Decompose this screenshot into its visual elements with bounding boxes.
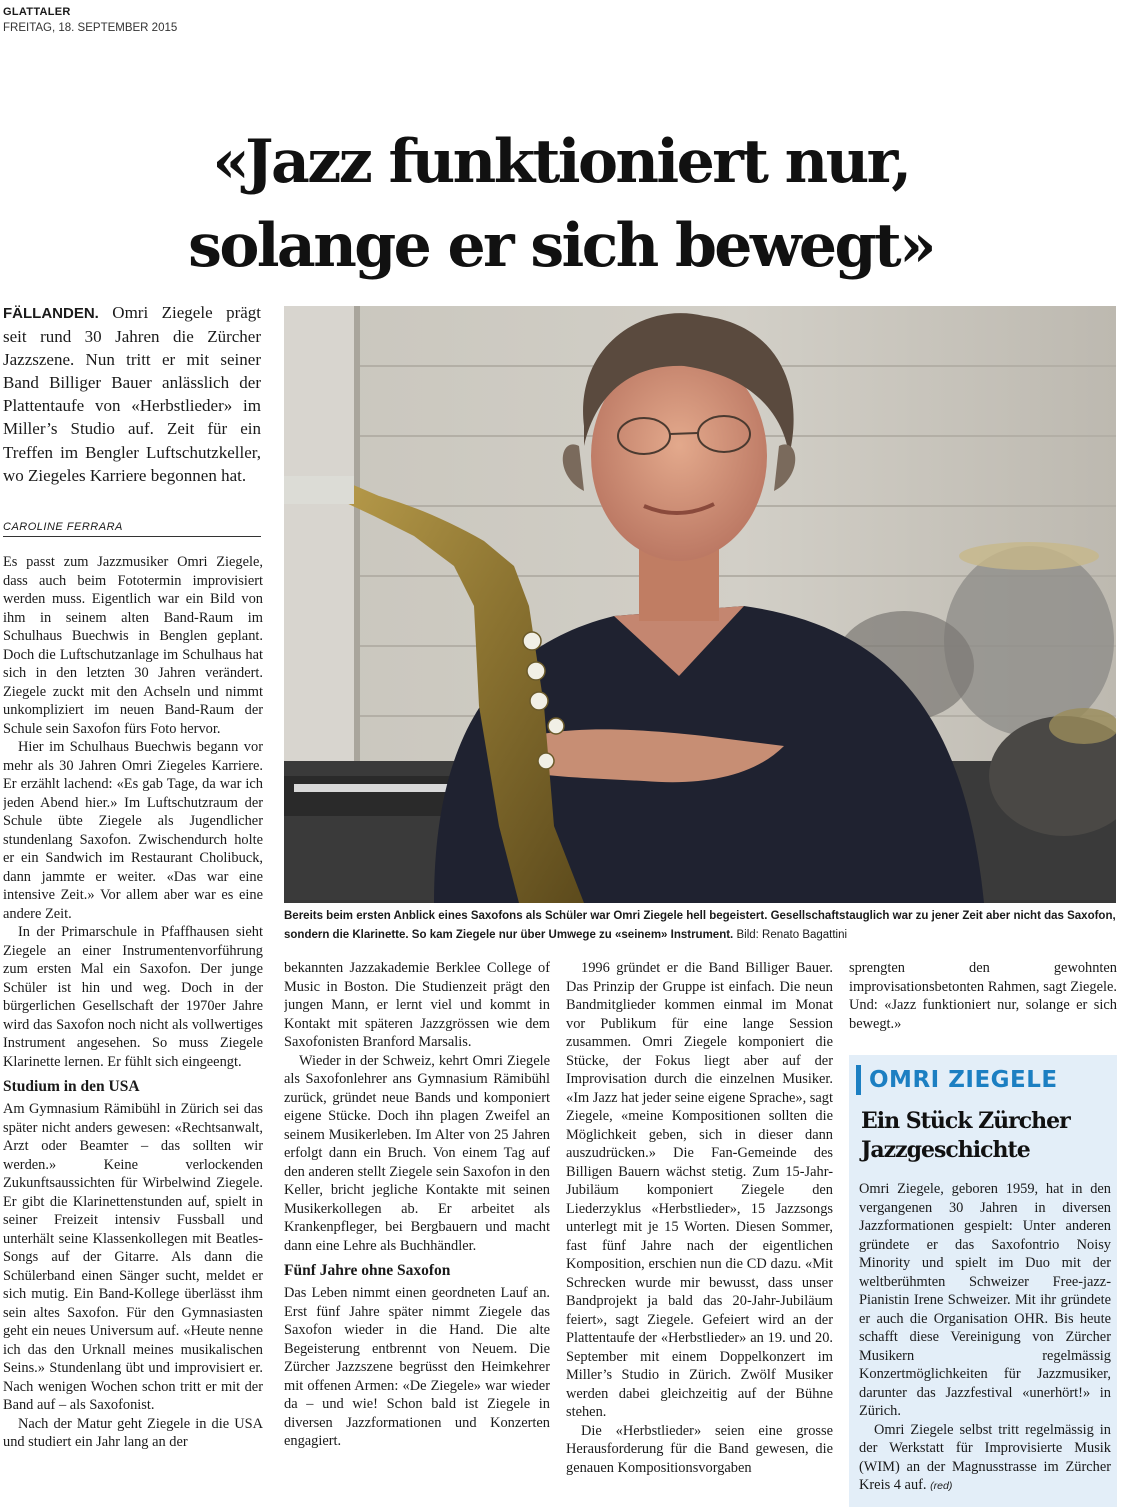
lead-paragraph xyxy=(3,301,261,487)
editor-signature: (red) xyxy=(930,1480,953,1492)
publication-date: FREITAG, 18. SEPTEMBER 2015 xyxy=(3,22,178,34)
info-box-paragraph xyxy=(859,1421,1111,1496)
publication-name: GLATTALER xyxy=(3,6,71,18)
info-box-text xyxy=(859,1180,1111,1496)
body-paragraph: 1996 gründet er die Band Billiger Bauer. Das Prinzip der Gruppe ist einfach. Die neun Bandmitglieder kommen einmal im Monat vor Publikum für eine lange Session zusammen. Omri Ziegele komponiert die Stücke, der Fokus liegt aber auf der Improvisation durch die einzelnen Musiker. «Im Jazz hat jeder seine eigene Sprache», sagt Ziegele, «meine Kompositionen sollten die Möglichkeit geben, sich in dieser dann auszudrücken.» Die Fan-Gemeinde des Billigen Bauern wächst stetig. Zum 15-Jahr-Jubiläum komponiert Ziegele den Liederzyklus «Herbstlieder», 15 Jazzsongs unterlegt mit je 15 Worten. Diesen Sommer, fast fünf Jahre nach der eigentlichen Komposition, erschien nun die CD dazu. «Mit Schrecken wurde mir bewusst, dass unser Bandprojekt ja bald das 20-Jahr-Jubiläum feiert», sagt Ziegele. Gefeiert wird an der Plattentaufe der «Herbstlieder» an 19. und 20. September mit einem Doppelkonzert im Miller’s Studio in Zürich. Zwölf Musiker werden dabei gleichzeitig auf der Bühne stehen. xyxy=(566,960,833,1420)
info-box-label xyxy=(849,1065,1117,1095)
subheading: Studium in den USA xyxy=(3,1078,140,1095)
article-photo xyxy=(284,306,1116,903)
byline: CAROLINE FERRARA xyxy=(3,521,261,537)
body-paragraph: Es passt zum Jazzmusiker Omri Ziegele, dass auch beim Fototermin improvisiert werden muss. Eigentlich war ein Bild von ihm in seinem alten Band-Raum im Schulhaus Buechwis in Benglen geplant. Doch die Luftschutzanlage im Schulhaus hat sich in den letzten 30 Jahren verändert. Ziegele zuckt mit den Achseln und nimmt unkompliziert im neuen Band-Raum der Schule sein Saxofon fürs Foto hervor. xyxy=(3,554,263,737)
caption-text: Bereits beim ersten Anblick eines Saxofons als Schüler war Omri Ziegele hell begeistert. Gesellschaftstauglich war zu jener Zeit aber nicht das Saxofon, sondern die Klarinette. So kam Ziegele nur über Umwege zu «seinem» Instrument. xyxy=(284,910,1116,941)
body-paragraph: Am Gymnasium Rämibühl in Zürich sei das später nicht anders gewesen: «Rechtsanwalt, Arzt oder Beamter – das sollten wir werden.» Keine verlockenden Zukunftsaussichten für Wirbelwind Ziegele. Er gibt die Klarinettenstunden auf, spielt in seiner Freizeit intensiv Fussball und unterhält seine Klassenkollegen mit Beatles-Songs auf der Gitarre. Als dann die Schülerband einen Sänger sucht, meldet er sich mutig. Ein Band-Kollege überlässt ihm sein altes Saxofon. Für den Gymnasiasten geht ein neues Universum auf. «Heute nenne ich das den Urknall meines musikalischen Seins.» Stundenlang übt und improvisiert er. Nach wenigen Wochen schon tritt er mit der Band auf – als Saxofonist. xyxy=(3,1101,263,1413)
article-column-2 xyxy=(284,959,550,1508)
body-paragraph: In der Primarschule in Pfaffhausen sieht Ziegele an einer Instrumentenvorführung zum ersten Mal ein Saxofon. Der junge Schüler ist hin und weg. Doch in der bürgerlichen Gesellschaft der 1970er Jahre wird das Saxofon noch nicht als vollwertiges Instrument angesehen. So muss Ziegele Klarinette lernen. Er fühlt sich eingeengt. xyxy=(3,924,263,1070)
headline-line-1: «Jazz funktioniert nur, xyxy=(212,127,910,197)
body-paragraph: Die «Herbstlieder» seien eine grosse Herausforderung für die Band gewesen, die genauen Kompositionsvorgaben xyxy=(566,1422,833,1476)
info-box-label-text: OMRI ZIEGELE xyxy=(869,1067,1058,1093)
dateline: FÄLLANDEN. xyxy=(3,305,99,322)
accent-bar xyxy=(856,1065,861,1095)
photo-caption xyxy=(284,907,1117,944)
article-column-4 xyxy=(849,959,1117,1047)
body-paragraph: Wieder in der Schweiz, kehrt Omri Ziegele als Saxofonlehrer ans Gymnasium Rämibühl zurück, gründet neue Bands und komponiert eigene Stücke. Doch ihn plagen Zweifel an seinem Musikerleben. Im Alter von 25 Jahren erfolgt dann ein Bruch. Von einem Tag auf den anderen stellt Ziegele sein Saxofon in den Keller, bricht jegliche Kontakte mit seinen Musikerkollegen ab. Er arbeitet als Krankenpfleger, bei Bergbauern und macht dann eine Lehre als Buchhändler. xyxy=(284,1052,550,1254)
lead-text: Omri Ziegele prägt seit rund 30 Jahren die Zürcher Jazzszene. Nun tritt er mit seiner Band Billiger Bauer anlässlich der Plattentaufe von «Herbstlieder» im Miller’s Studio auf. Zeit für ein Treffen im Bengler Luftschutzkeller, wo Ziegeles Karriere begonnen hat. xyxy=(3,303,262,485)
info-box xyxy=(849,1055,1117,1507)
info-box-paragraph-text: Omri Ziegele selbst tritt regelmässig in der Werkstatt für Improvisierte Musik (WIM) an der Magnusstrasse im Zürcher Kreis 4 auf. xyxy=(859,1421,1111,1493)
article-column-1 xyxy=(3,553,263,1508)
body-paragraph: Das Leben nimmt einen geordneten Lauf an. Erst fünf Jahre später nimmt Ziegele das Saxofon wieder in die Hand. Die alte Begeisterung entbrennt von Neuem. Die Zürcher Jazzszene begrüsst den Heimkehrer mit offenen Armen: «De Ziegele» war wieder da – und wie! Schon bald ist Ziegele in diversen Jazzformationen und Konzerten engagiert. xyxy=(284,1285,550,1449)
body-paragraph: Nach der Matur geht Ziegele in die USA und studiert ein Jahr lang an der xyxy=(3,1415,263,1450)
headline xyxy=(0,120,1122,288)
body-paragraph: bekannten Jazzakademie Berklee College of Music in Boston. Die Studienzeit prägt den jungen Mann, er lernt viel und kommt in Kontakt mit späteren Jazzgrössen wie dem Saxofonisten Branford Marsalis. xyxy=(284,960,550,1050)
body-paragraph: sprengten den gewohnten improvisationsbetonten Rahmen, sagt Ziegele. Und: «Jazz funktioniert nur, solange er sich bewegt.» xyxy=(849,960,1117,1032)
headline-line-2: solange er sich bewegt» xyxy=(188,211,934,281)
saxophonist-photo xyxy=(284,306,1116,903)
article-column-3 xyxy=(566,959,833,1508)
photo-credit: Bild: Renato Bagattini xyxy=(736,928,848,941)
body-paragraph: Hier im Schulhaus Buechwis begann vor mehr als 30 Jahren Omri Ziegeles Karriere. Er erzählt lachend: «Es gab Tage, da war ich jeden Abend hier.» Im Luftschutzraum der Schule übte Ziegele als Jugendlicher stundenlang Saxofon. Zwischendurch holte er ein Sandwich im Restaurant Cholibuck, dann jammte er weiter. «Das war eine intensive Zeit.» Vor allem aber war es eine andere Zeit. xyxy=(3,739,263,922)
masthead xyxy=(3,4,177,36)
info-box-title: Ein Stück Zürcher Jazzgeschichte xyxy=(861,1108,1070,1163)
subheading: Fünf Jahre ohne Saxofon xyxy=(284,1262,451,1279)
info-box-paragraph: Omri Ziegele, geboren 1959, hat in den vergangenen 30 Jahren in diversen Jazzformationen gespielt: Unter anderen gründete er das Saxofontrio Noisy Minority und spielt im Duo mit der weltberühmten Schweizer Free-jazz-Pianistin Irene Schweizer. Mit ihr gründete er auch die Organisation OHR. Bis heute schafft diese Vereinigung von Zürcher Musikern regelmässig Konzertmöglichkeiten für Jazzmusiker, darunter das Jazzfestival «unerhört!» in Zürich. xyxy=(859,1181,1111,1419)
